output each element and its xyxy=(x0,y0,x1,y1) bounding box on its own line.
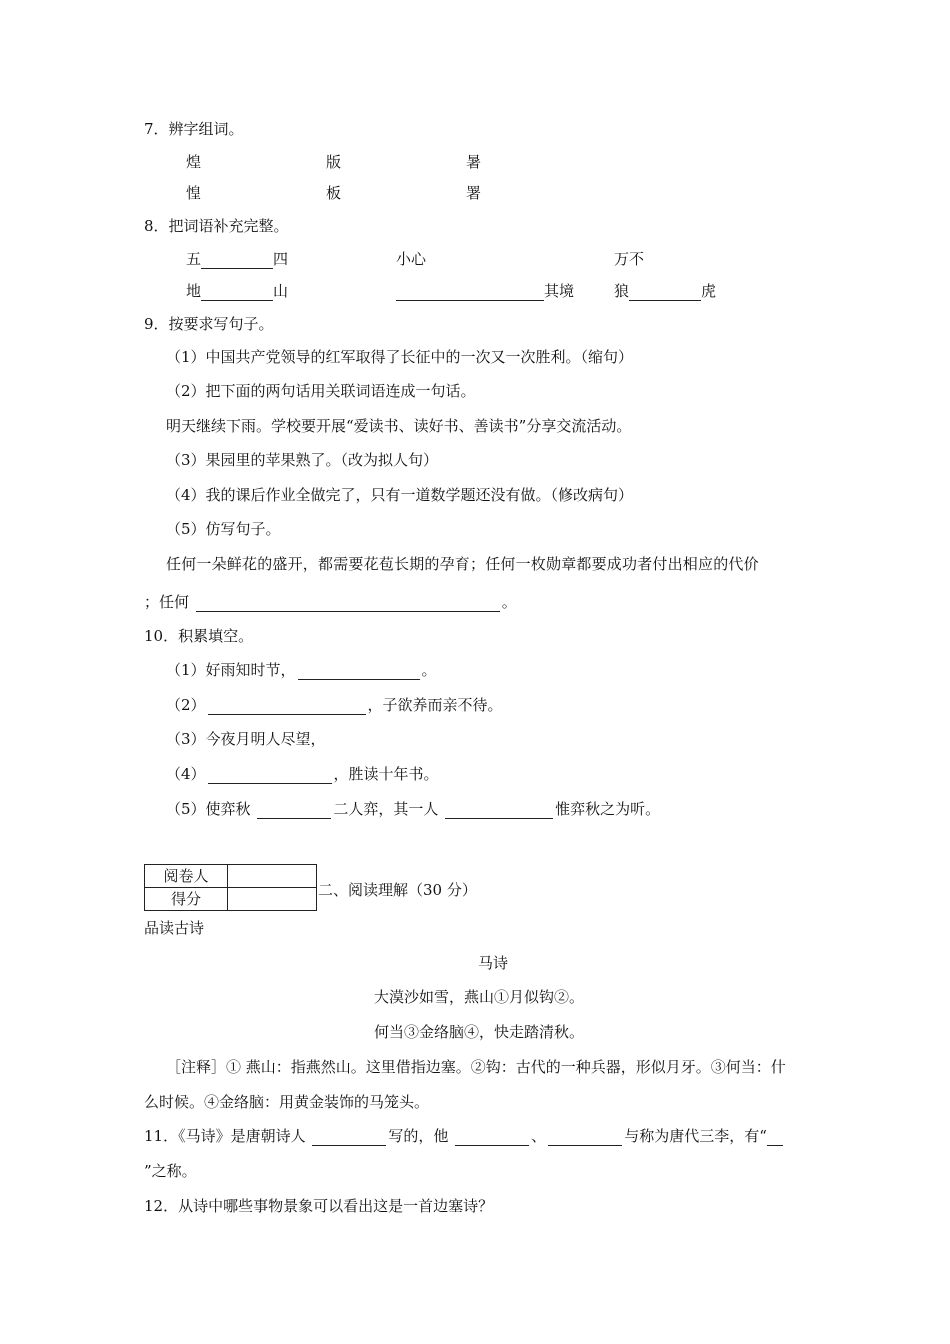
q9-title: 9．按要求写句子。 xyxy=(144,315,274,333)
q10-l4-pre: （4） xyxy=(166,765,206,783)
q10-line-5 xyxy=(166,799,660,819)
q11-mid1: 写的，他 xyxy=(388,1127,449,1145)
answer-blank[interactable] xyxy=(208,767,332,784)
answer-blank[interactable] xyxy=(312,1129,386,1146)
answer-blank[interactable] xyxy=(767,1129,783,1146)
q10-l1-pre: （1）好雨知时节， xyxy=(166,661,296,679)
q8-e-post: 其境 xyxy=(544,282,575,300)
q11-mid2: 与称为唐代三李，有“ xyxy=(624,1127,767,1145)
q7-char: 暑 xyxy=(466,153,482,171)
q8-item-b: 小心 xyxy=(396,250,427,268)
q8-item-f xyxy=(614,281,716,301)
q11-line-2: ”之称。 xyxy=(144,1162,197,1180)
q7-title: 7．辨字组词。 xyxy=(144,120,244,138)
q9-sub-2-text: 明天继续下雨。学校要开展“爱读书、读好书、善读书”分享交流活动。 xyxy=(166,417,632,435)
q11-sep: 、 xyxy=(531,1127,547,1145)
q10-l5-post: 惟弈秋之为听。 xyxy=(555,800,661,818)
q12-title: 12．从诗中哪些事物景象可以看出这是一首边塞诗？ xyxy=(144,1197,494,1215)
q7-char: 板 xyxy=(326,184,342,202)
answer-blank[interactable] xyxy=(257,802,331,819)
q9-sub-5-cont xyxy=(144,592,517,612)
q11-pre: 11．《马诗》是唐朝诗人 xyxy=(144,1127,306,1145)
q10-l4-post: ，胜读十年书。 xyxy=(333,765,439,783)
reviewer-cell[interactable] xyxy=(228,865,317,888)
q9-sub-1: （1）中国共产党领导的红军取得了长征中的一次又一次胜利。（缩句） xyxy=(166,348,634,366)
answer-blank[interactable] xyxy=(629,284,701,301)
q10-l5-pre: （5）使弈秋 xyxy=(166,800,251,818)
score-table xyxy=(144,864,317,911)
answer-blank[interactable] xyxy=(298,663,420,680)
score-label: 得分 xyxy=(145,888,228,911)
poem-note-1: ［注释］① 燕山：指燕然山。这里借指边塞。②钩：古代的一种兵器，形似月牙。③何当：什 xyxy=(166,1058,786,1076)
q10-l2-post: ，子欲养而亲不待。 xyxy=(367,696,503,714)
q8-item-e xyxy=(396,281,574,301)
q10-line-1 xyxy=(166,660,437,680)
q9-sub-4: （4）我的课后作业全做完了，只有一道数学题还没有做。（修改病句） xyxy=(166,486,634,504)
answer-blank[interactable] xyxy=(548,1129,622,1146)
q8-item-a xyxy=(186,249,288,269)
q9-sub-2: （2）把下面的两句话用关联词语连成一句话。 xyxy=(166,382,476,400)
q8-f-pre: 狼 xyxy=(614,282,630,300)
answer-blank[interactable] xyxy=(196,595,500,612)
q8-item-c: 万不 xyxy=(614,250,645,268)
poem-title: 马诗 xyxy=(478,954,509,972)
poem-line-2: 何当③金络脑④，快走踏清秋。 xyxy=(374,1023,585,1041)
q8-d-post: 山 xyxy=(273,282,289,300)
q9-sub-5-text: 任何一朵鲜花的盛开，都需要花苞长期的孕育；任何一枚勋章都要成功者付出相应的代价 xyxy=(166,555,759,573)
poem-line-1: 大漠沙如雪，燕山①月似钩②。 xyxy=(374,988,585,1006)
answer-blank[interactable] xyxy=(396,284,544,301)
q7-char: 版 xyxy=(326,153,342,171)
answer-blank[interactable] xyxy=(455,1129,529,1146)
q9-cont-post: 。 xyxy=(501,593,517,611)
q7-char: 煌 xyxy=(186,153,202,171)
q8-a-post: 四 xyxy=(273,250,289,268)
q10-l2-pre: （2） xyxy=(166,696,206,714)
q10-l5-mid: 二人弈，其一人 xyxy=(333,800,439,818)
q8-d-pre: 地 xyxy=(186,282,202,300)
q9-sub-5: （5）仿写句子。 xyxy=(166,520,281,538)
q10-line-3: （3）今夜月明人尽望， xyxy=(166,730,326,748)
q10-line-2 xyxy=(166,695,503,715)
answer-blank[interactable] xyxy=(208,698,366,715)
poem-note-2: 么时候。④金络脑：用黄金装饰的马笼头。 xyxy=(144,1093,430,1111)
reviewer-label: 阅卷人 xyxy=(145,865,228,888)
q9-sub-3: （3）果园里的苹果熟了。（改为拟人句） xyxy=(166,451,439,469)
score-cell[interactable] xyxy=(228,888,317,911)
q8-f-post: 虎 xyxy=(701,282,717,300)
answer-blank[interactable] xyxy=(445,802,553,819)
q8-a-pre: 五 xyxy=(186,250,202,268)
section-subtitle: 品读古诗 xyxy=(144,919,205,937)
q7-char: 署 xyxy=(466,184,482,202)
q11-line-1 xyxy=(144,1126,783,1146)
q8-title: 8．把词语补充完整。 xyxy=(144,217,289,235)
q9-cont-pre: ；任何 xyxy=(144,593,190,611)
q10-line-4 xyxy=(166,764,439,784)
answer-blank[interactable] xyxy=(201,252,273,269)
q7-char: 惶 xyxy=(186,184,202,202)
q10-l1-post: 。 xyxy=(421,661,437,679)
q8-item-d xyxy=(186,281,288,301)
q10-title: 10．积累填空。 xyxy=(144,627,254,645)
section-heading: 二、阅读理解（30 分） xyxy=(318,881,477,899)
answer-blank[interactable] xyxy=(201,284,273,301)
